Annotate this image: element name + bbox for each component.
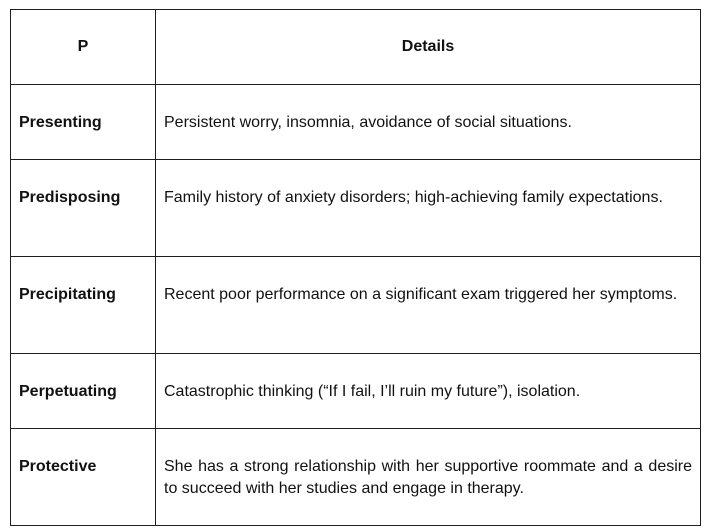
row-detail-text: She has a strong relationship with her supportive roommate and a desire to succeed with her studies and engage in therapy. [164,458,692,497]
row-detail-text: Family history of anxiety disorders; high-achieving family expectations. [164,189,663,206]
column-header-details: Details [156,10,701,85]
row-detail [156,160,701,257]
row-label [11,160,156,257]
row-label-text: Perpetuating [19,383,117,400]
row-label [11,429,156,526]
column-header-p: P [11,10,156,85]
table-header-row [11,10,701,85]
table-row [11,257,701,354]
row-label [11,354,156,429]
row-label-text: Protective [19,458,97,475]
formulation-table [10,9,701,526]
row-detail-text: Recent poor performance on a significant exam triggered her symptoms. [164,286,678,303]
table-row [11,160,701,257]
row-label [11,257,156,354]
formulation-table-container [10,9,700,526]
row-label-text: Precipitating [19,286,116,303]
row-label-text: Predisposing [19,189,121,206]
row-detail-text: Catastrophic thinking (“If I fail, I’ll ruin my future”), isolation. [164,383,581,400]
table-row [11,85,701,160]
row-label-text: Presenting [19,114,102,131]
row-label [11,85,156,160]
row-detail [156,257,701,354]
row-detail [156,429,701,526]
table-row [11,429,701,526]
row-detail [156,354,701,429]
row-detail-text: Persistent worry, insomnia, avoidance of social situations. [164,114,572,131]
table-row [11,354,701,429]
row-detail [156,85,701,160]
